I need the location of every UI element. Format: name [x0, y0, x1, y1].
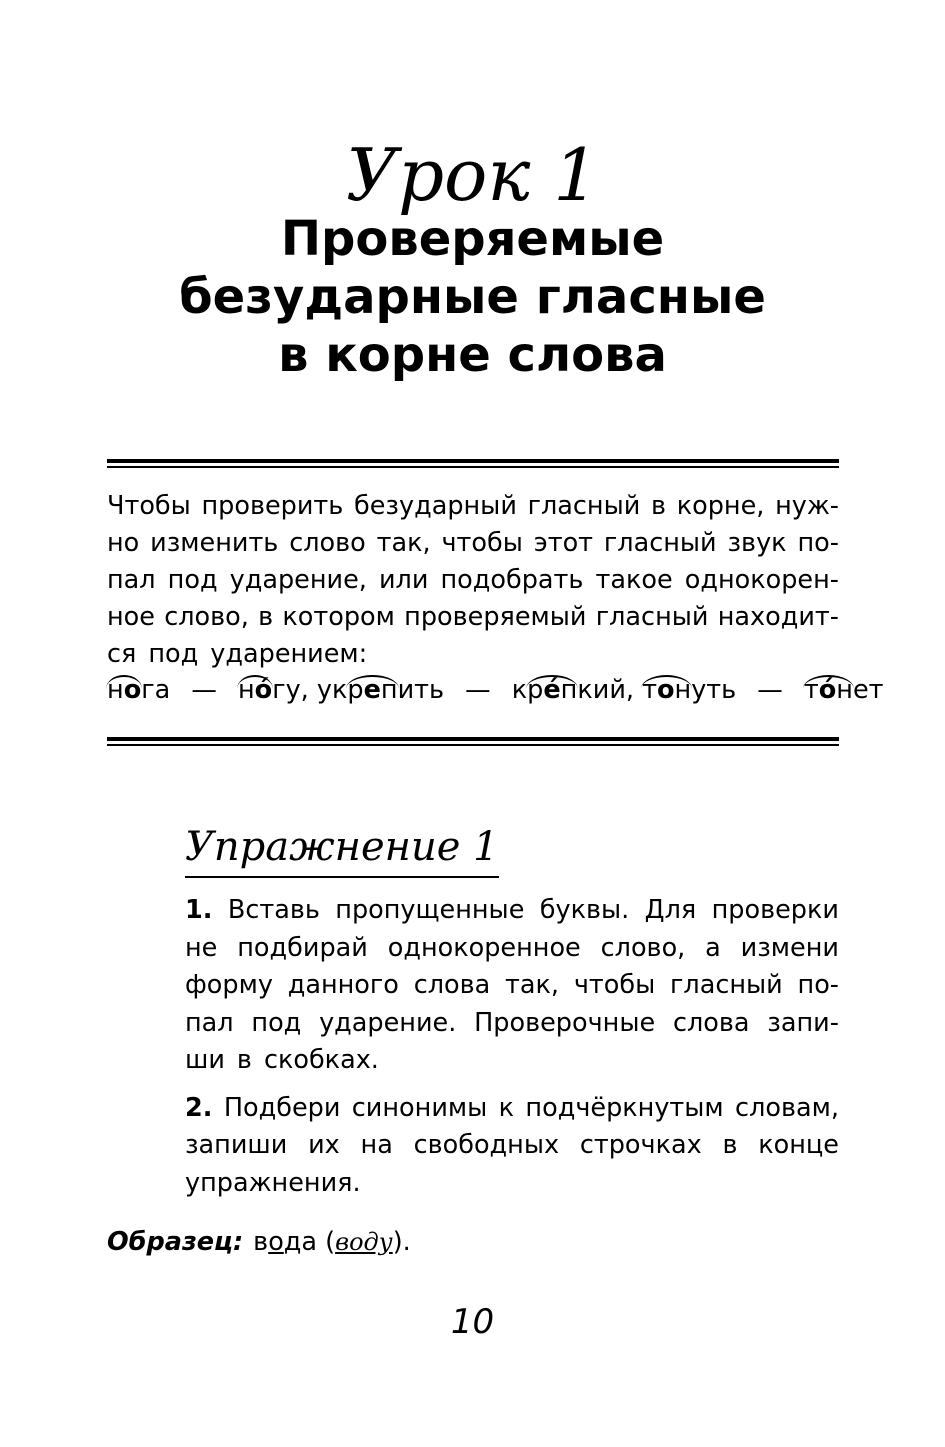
- task-2: [185, 1090, 839, 1203]
- word: этот: [533, 528, 594, 558]
- text-line: [107, 599, 839, 636]
- word: пропущенные: [335, 895, 525, 925]
- word: чтобы: [573, 970, 656, 1000]
- exercise-title: Упражнение 1: [185, 820, 499, 878]
- word: однокоренное: [387, 932, 581, 963]
- word: изменить: [150, 528, 279, 558]
- root-arc: реп: [347, 670, 397, 710]
- word: Проверочные: [474, 1007, 656, 1038]
- sample-check-word: воду: [335, 1228, 393, 1256]
- word: находит-: [717, 602, 839, 632]
- rule-bottom-divider: [107, 737, 839, 746]
- word: ударением:: [210, 639, 368, 669]
- word: или: [378, 565, 429, 595]
- word: слова: [413, 970, 491, 1000]
- root-arc: тон: [642, 670, 691, 710]
- topic-heading: [0, 210, 945, 384]
- text-line: [107, 562, 839, 599]
- text-line: [185, 1127, 839, 1165]
- word: подобрать: [440, 565, 584, 595]
- word: в: [236, 1045, 252, 1075]
- word: гласный: [603, 528, 717, 558]
- word: строчках: [579, 1130, 702, 1160]
- word: ударение,: [229, 565, 367, 595]
- word: безударный: [354, 491, 517, 521]
- word: Для: [644, 895, 697, 925]
- text-line: [185, 967, 839, 1005]
- task-number: 2.: [185, 1092, 213, 1123]
- text-line: [185, 892, 839, 930]
- word: свободных: [413, 1130, 560, 1160]
- word: но: [107, 528, 140, 558]
- word: гласный: [527, 491, 641, 521]
- word: под: [148, 639, 199, 669]
- word: гласный: [595, 602, 709, 632]
- word: конце: [758, 1130, 839, 1160]
- word: по-: [797, 970, 839, 1000]
- word: так,: [505, 970, 560, 1000]
- word: запиши: [185, 1130, 288, 1160]
- word: ся: [107, 639, 137, 669]
- sample-word: вода: [253, 1227, 318, 1257]
- word: буквы.: [539, 895, 630, 925]
- word: измени: [740, 932, 839, 963]
- word: на: [360, 1130, 393, 1160]
- text-line: [107, 636, 839, 673]
- task-1: [185, 892, 839, 1080]
- exercise-tasks: [185, 892, 839, 1202]
- word: звук: [727, 528, 787, 558]
- word: в: [651, 491, 667, 521]
- word: слово,: [164, 602, 249, 632]
- example-pair: укрепить — кре́пкий,: [317, 675, 642, 705]
- sample-line: Образец: вода (воду).: [107, 1227, 411, 1257]
- root-arc: ре́п: [527, 670, 577, 710]
- text-line: [185, 1005, 839, 1043]
- word: их: [308, 1130, 340, 1160]
- dash: —: [757, 675, 783, 705]
- word: упражнения.: [185, 1167, 361, 1198]
- root-arc: то́н: [804, 670, 853, 710]
- root-arc: но: [107, 670, 141, 710]
- text-line: [185, 1165, 839, 1203]
- sample-label: Образец:: [107, 1227, 244, 1257]
- dash: —: [191, 675, 217, 705]
- word: пал: [185, 1007, 234, 1038]
- example-pair: тонуть — то́нет: [642, 675, 883, 705]
- word: ное: [107, 602, 155, 632]
- word: подчёркнутым: [525, 1092, 724, 1123]
- word: проверить: [201, 491, 344, 521]
- word: проверяемый: [404, 602, 587, 632]
- word: Вставь: [227, 895, 320, 925]
- word: гласный: [670, 970, 783, 1000]
- word: в: [722, 1130, 738, 1160]
- word: корне,: [676, 491, 765, 521]
- topic-line: безударные гласные: [179, 269, 766, 325]
- word: слова: [672, 1007, 750, 1038]
- rule-examples: [107, 670, 884, 710]
- word: такое: [595, 565, 673, 595]
- word: котором: [282, 602, 395, 632]
- word: однокорен-: [684, 565, 839, 595]
- word: проверки: [711, 895, 839, 925]
- dash: —: [465, 675, 491, 705]
- page-number: 10: [450, 1302, 495, 1342]
- word: запи-: [767, 1007, 839, 1038]
- word: чтобы: [441, 528, 523, 558]
- word: слово,: [600, 932, 686, 963]
- topic-line: в корне слова: [278, 327, 667, 383]
- task-number: 1.: [185, 895, 213, 925]
- word: а: [705, 932, 721, 963]
- word: синонимы: [351, 1092, 488, 1123]
- word: ударение.: [319, 1007, 457, 1038]
- word: в: [258, 602, 274, 632]
- example-pair: нога — но́гу,: [107, 675, 317, 705]
- rule-text: [107, 488, 839, 673]
- text-line: [107, 525, 839, 562]
- rule-top-divider: [107, 459, 839, 468]
- word: данного: [287, 970, 399, 1000]
- word: по-: [797, 528, 839, 558]
- word: к: [498, 1092, 515, 1123]
- word: пал: [107, 565, 156, 595]
- word: под: [167, 565, 218, 595]
- word: форму: [185, 970, 273, 1000]
- lesson-title: Урок 1: [345, 133, 600, 217]
- word: словам,: [735, 1092, 839, 1123]
- word: Подбери: [223, 1092, 341, 1123]
- text-line: [185, 930, 839, 968]
- word: под: [251, 1007, 302, 1038]
- text-line: [185, 1042, 839, 1080]
- word: подбирай: [237, 932, 368, 963]
- word: скобках.: [263, 1045, 379, 1075]
- word: слово: [289, 528, 366, 558]
- word: ши: [185, 1045, 225, 1075]
- word: не: [185, 932, 218, 963]
- word: Чтобы: [107, 491, 191, 521]
- word: так,: [376, 528, 431, 558]
- text-line: [185, 1090, 839, 1128]
- topic-line: Проверяемые: [280, 211, 665, 267]
- root-arc: но́: [238, 670, 272, 710]
- word: нуж-: [775, 491, 839, 521]
- text-line: [107, 488, 839, 525]
